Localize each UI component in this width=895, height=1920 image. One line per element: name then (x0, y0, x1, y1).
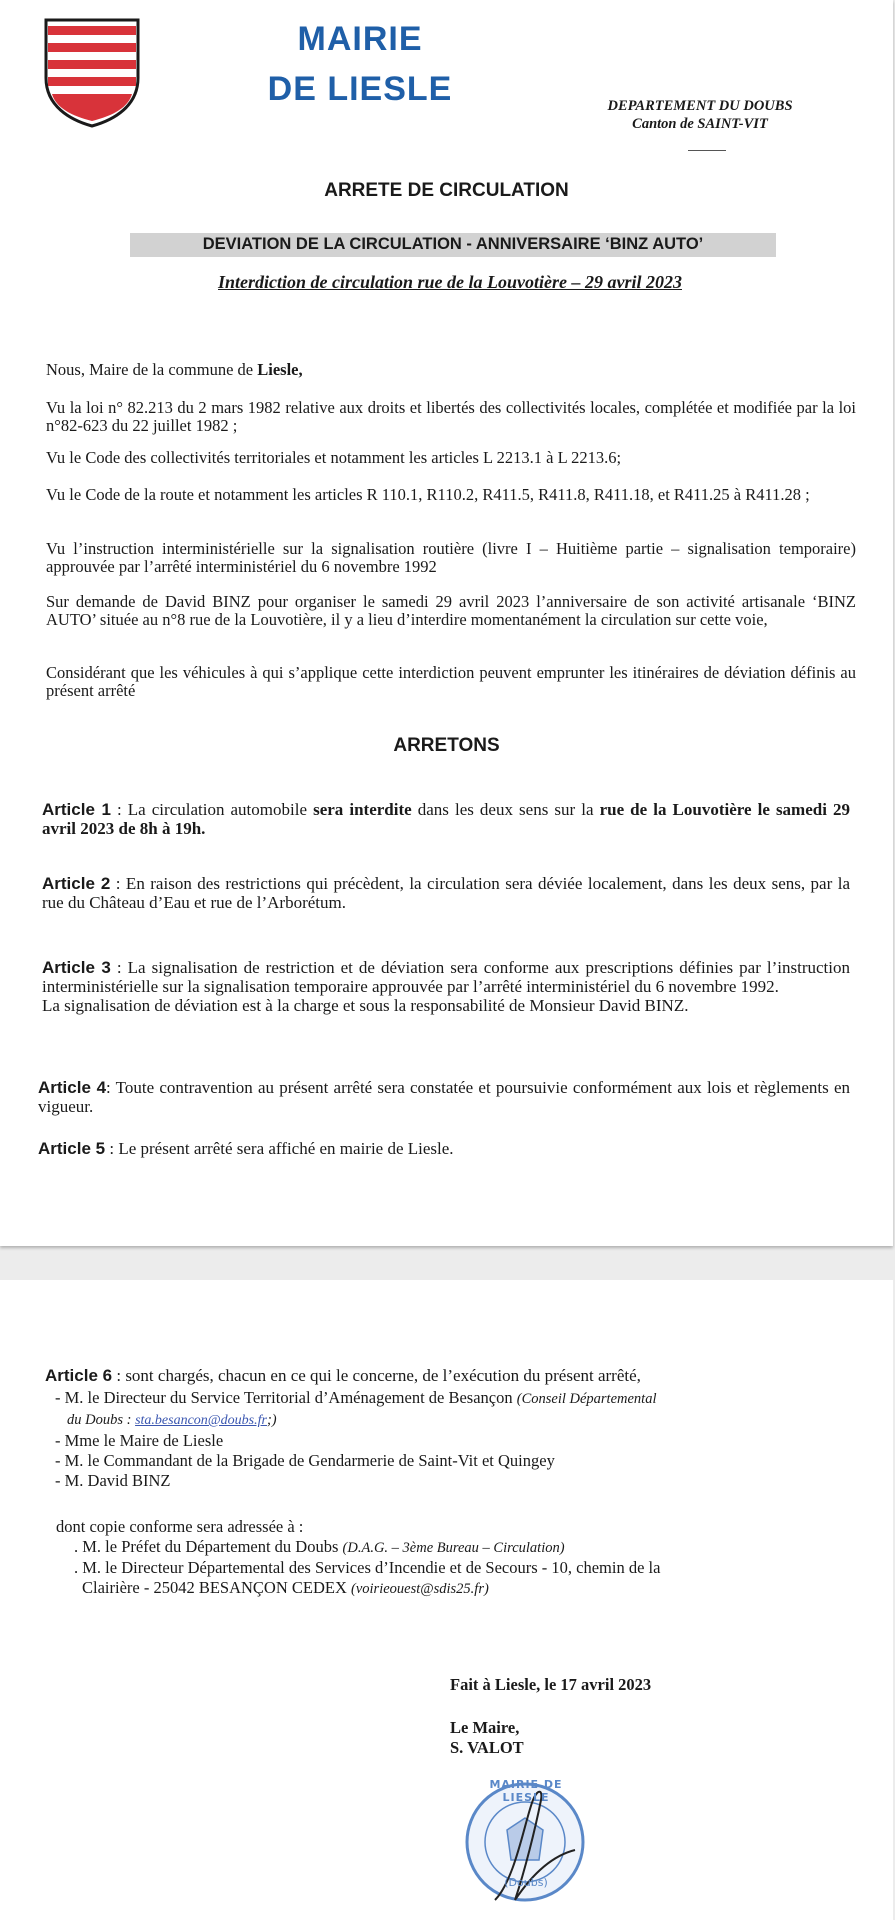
article-5-text: : Le présent arrêté sera affiché en mairie de Liesle. (105, 1139, 454, 1158)
arretons-heading: ARRETONS (393, 735, 500, 756)
article-3-text: : La signalisation de restriction et de déviation sera conforme aux prescriptions définies par l’instruction interministérielle sur la signalisation temporaire approuvée par l’arrêté interministériel du 6 novembre 1992. (42, 958, 850, 996)
copy-2-cont-text: Clairière - 25042 BESANÇON CEDEX (82, 1578, 352, 1597)
preamble-paragraph-3: Vu le Code de la route et notamment les articles R 110.1, R110.2, R411.5, R411.8, R411.18, et R411.25 à R411.28 ; (46, 485, 810, 504)
article-2-text: : En raison des restrictions qui précèdent, la circulation sera déviée localement, dans les deux sens, par la rue du Château d’Eau et rue de l’Arborétum. (42, 874, 850, 912)
preamble-intro (46, 361, 856, 379)
responsable-4: - M. David BINZ (55, 1471, 171, 1490)
document-subtitle-2: Interdiction de circulation rue de la Louvotière – 29 avril 2023 (218, 272, 682, 292)
copy-1 (56, 1537, 866, 1558)
preamble-paragraph-2: Vu le Code des collectivités territoriales et notamment les articles L 2213.1 à L 2213.6; (46, 448, 622, 467)
responsable-1-ital: (Conseil Départemental (516, 1391, 657, 1407)
article-1-text-a: : La circulation automobile (110, 800, 314, 819)
signatory-name: S. VALOT (450, 1738, 524, 1757)
article-4 (38, 1078, 850, 1116)
preamble-intro-bold: Liesle, (257, 360, 303, 379)
article-1-bold-b: rue de la Louvotière le samedi 29 avril 2023 de 8h à 19h. (42, 800, 851, 838)
article-3 (42, 958, 850, 1015)
article-2 (42, 874, 850, 912)
responsable-1 (55, 1388, 865, 1409)
article-2-label: Article 2 (42, 874, 111, 893)
mairie-title-line1: MAIRIE (297, 20, 423, 58)
stamp-text: MAIRIE DE LIESLE (489, 1778, 563, 1804)
article-3-label: Article 3 (42, 958, 111, 977)
email-link[interactable]: sta.besancon@doubs.fr (135, 1413, 267, 1428)
article-6-text: : sont chargés, chacun en ce qui le concerne, de l’exécution du présent arrêté, (112, 1366, 641, 1385)
preamble-paragraph-5: Sur demande de David BINZ pour organiser le samedi 29 avril 2023 l’anniversaire de son activité artisanale ‘BINZ AUTO’ située au n°8 rue de la Louvotière, il y a lieu d’interdire momentanément la circulation sur cette voie, (46, 592, 856, 629)
copy-2: . M. le Directeur Départemental des Services d’Incendie et de Secours - 10, chemin de la (74, 1558, 661, 1577)
document-title: ARRETE DE CIRCULATION (324, 180, 569, 201)
page-2 (0, 1280, 893, 1920)
canton-label: Canton de SAINT-VIT (632, 116, 768, 132)
article-1 (42, 800, 850, 838)
mairie-title-line2: DE LIESLE (267, 70, 453, 108)
department-label: DEPARTEMENT DU DOUBS (607, 98, 793, 114)
preamble-paragraph-6: Considérant que les véhicules à qui s’applique cette interdiction peuvent emprunter les itinéraires de déviation définis au présent arrêté (46, 663, 856, 700)
responsable-1-cont (55, 1409, 865, 1431)
place-date: Fait à Liesle, le 17 avril 2023 (450, 1675, 652, 1694)
copy-2-cont (56, 1578, 866, 1599)
document-subtitle: DEVIATION DE LA CIRCULATION - ANNIVERSAIRE ‘BINZ AUTO’ (202, 235, 704, 253)
article-6 (45, 1366, 855, 1385)
preamble-paragraph-1: Vu la loi n° 82.213 du 2 mars 1982 relative aux droits et libertés des collectivités locales, complétée et modifiée par la loi n°82-623 du 22 juillet 1982 ; (46, 398, 856, 435)
preamble-intro-text: Nous, Maire de la commune de (46, 360, 258, 379)
stamp-bottom-text: (Doubs) (504, 1876, 548, 1889)
responsables-list (55, 1388, 865, 1491)
article-3-text-2: La signalisation de déviation est à la charge et sous la responsabilité de Monsieur David BINZ. (42, 996, 689, 1015)
copy-2-ital: (voirieouest@sdis25.fr) (351, 1581, 489, 1597)
article-5 (38, 1139, 850, 1158)
responsable-3: - M. le Commandant de la Brigade de Gendarmerie de Saint-Vit et Quingey (55, 1451, 555, 1470)
article-1-bold-a: sera interdite (313, 800, 412, 819)
article-4-text: : Toute contravention au présent arrêté sera constatée et poursuivie conformément aux lois et règlements en vigueur. (38, 1078, 850, 1116)
article-1-text-b: dans les deux sens sur la (411, 800, 600, 819)
article-1-label: Article 1 (42, 800, 111, 819)
responsable-1-ital-2: du Doubs : (67, 1412, 136, 1428)
responsable-1-end: ;) (266, 1412, 277, 1428)
copies-block (56, 1517, 866, 1599)
responsable-1-text: - M. le Directeur du Service Territorial d’Aménagement de Besançon (55, 1388, 517, 1407)
article-4-label: Article 4 (38, 1078, 107, 1097)
article-6-label: Article 6 (45, 1366, 113, 1385)
crest-logo (42, 16, 142, 128)
copy-1-ital: (D.A.G. – 3ème Bureau – Circulation) (342, 1540, 565, 1556)
signatory-role: Le Maire, (450, 1718, 520, 1737)
header-divider (688, 150, 726, 151)
copies-intro: dont copie conforme sera adressée à : (56, 1517, 304, 1536)
copy-1-text: . M. le Préfet du Département du Doubs (74, 1537, 343, 1556)
article-5-label: Article 5 (38, 1139, 106, 1158)
responsable-2: - Mme le Maire de Liesle (55, 1431, 224, 1450)
preamble-paragraph-4: Vu l’instruction interministérielle sur la signalisation routière (livre I – Huitième partie – signalisation temporaire) approuvée par l’arrêté interministériel du 6 novembre 1992 (46, 539, 856, 576)
